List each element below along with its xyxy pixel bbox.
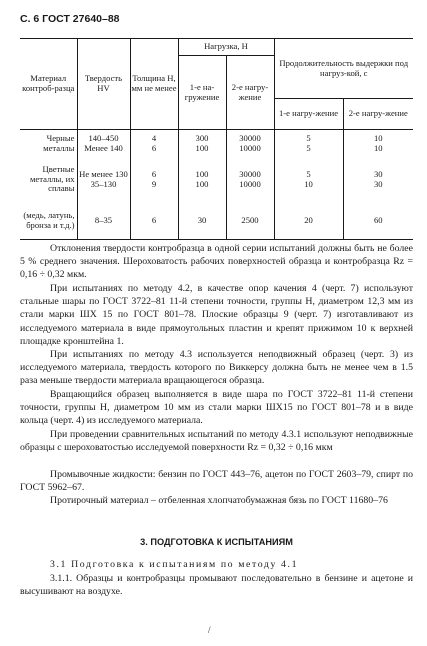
page-footnote-mark: /: [208, 625, 211, 635]
table-row-material: Черные металлы: [43, 133, 75, 154]
col-hardness-unit: HV: [97, 83, 110, 93]
col-load-first: 1-е на-гружение: [184, 81, 220, 102]
paragraph-method-4-2: При испытаниях по методу 4.2, в качестве опор качения 4 (черт. 7) используют стальные шары по ГОСТ 3722–81 11-й степени точности, группы Н, диаметром 12,3 мм из стали марки ШХ 15 по ГОСТ 801–78. Плоские образцы 9 (черт. 7) изготавливают из исследуемого материала в виде прямоугольных пластин и крепят прижимом 10 к верхней площадке кронштейна 1.: [20, 283, 413, 347]
table-row-dur1: 5 10: [274, 156, 343, 204]
paragraph-wiping-material: Протирочный материал – отбеленная хлопчатобумажная бязь по ГОСТ 11680–76: [50, 495, 388, 506]
col-load-second: 2-е нагру-жение: [231, 81, 269, 102]
table-row-dur1: 20: [274, 204, 343, 240]
col-duration-second: 2-е нагру-жение: [348, 108, 408, 119]
table-row-load1: 300 100: [178, 130, 226, 156]
table-row-material: Цветные металлы, их сплавы: [29, 163, 75, 194]
col-material-header: Материал контроб-разца: [22, 73, 75, 93]
page-header: С. 6 ГОСТ 27640–88: [20, 13, 120, 25]
table-row-thickness: 6: [130, 204, 178, 240]
col-duration-header: Продолжительность выдержки под нагруз-кой, с: [279, 57, 409, 78]
table-row-hardness: 8–35: [77, 204, 130, 240]
paragraph-washing-liquids: Промывочные жидкости: бензин по ГОСТ 443–76, ацетон по ГОСТ 2603–79, спирт по ГОСТ 5962–67.: [20, 469, 413, 494]
table-row-load2: 30000 10000: [226, 156, 274, 204]
table-row-load1: 30: [178, 204, 226, 240]
col-duration-first: 1-е нагру-жение: [278, 108, 339, 119]
table-row-hardness: 140–450 Менее 140: [77, 130, 130, 156]
table-row-load2: 2500: [226, 204, 274, 240]
table-row-hardness: Не менее 130 35–130: [77, 156, 130, 204]
paragraph-tolerance: Отклонения твердости контробразца в одной серии испытаний должны быть не более 5 % среднего значения. Шероховатость рабочих поверхностей образца и контробразца Rz = 0,16 ÷ 0,32 мкм.: [20, 243, 413, 281]
table-row-load2: 30000 10000: [226, 130, 274, 156]
table-row-dur2: 30 30: [343, 156, 413, 204]
table-row-thickness: 6 9: [130, 156, 178, 204]
col-load-header: Нагрузка, Н: [204, 41, 248, 52]
col-thickness-header: Толщина H, мм не менее: [131, 73, 177, 93]
table-row-dur2: 60: [343, 204, 413, 240]
table-row-dur1: 5 5: [274, 130, 343, 156]
table-row-load1: 100 100: [178, 156, 226, 204]
table-row-thickness: 4 6: [130, 130, 178, 156]
table-row-dur2: 10 10: [343, 130, 413, 156]
paragraph-rotating-sample: Вращающийся образец выполняется в виде шара по ГОСТ 3722–81 11-й степени точности, группы Н, диаметром 10 мм из стали марки ШХ15 по ГОСТ 801–78 и в виде кольца (черт. 4) из исследуемого материала.: [20, 389, 413, 427]
subsection-title: 3.1 Подготовка к испытаниям по методу 4.1: [50, 559, 299, 570]
paragraph-comparative: При проведении сравнительных испытаний по методу 4.3.1 используют неподвижные образцы с шероховатостью исследуемой поверхности Rz = 0,32 ÷ 0,16 мкм: [20, 429, 413, 454]
paragraph-3-1-1: 3.1.1. Образцы и контробразцы промывают последовательно в бензине и ацетоне и высушивают на воздухе.: [20, 573, 413, 598]
table-row-material: (медь, латунь, бронза и т.д.): [23, 210, 75, 231]
hardness-load-table: [20, 38, 413, 240]
section-title: 3. ПОДГОТОВКА К ИСПЫТАНИЯМ: [140, 537, 293, 547]
col-hardness-header: Твердость: [84, 73, 123, 84]
paragraph-method-4-3: При испытаниях по методу 4.3 используется неподвижный образец (черт. 3) из исследуемого материала, твердость которого по Виккерсу должна быть не менее чем в 1.5 раза меньше твердости материала вращающегося образца.: [20, 349, 413, 387]
